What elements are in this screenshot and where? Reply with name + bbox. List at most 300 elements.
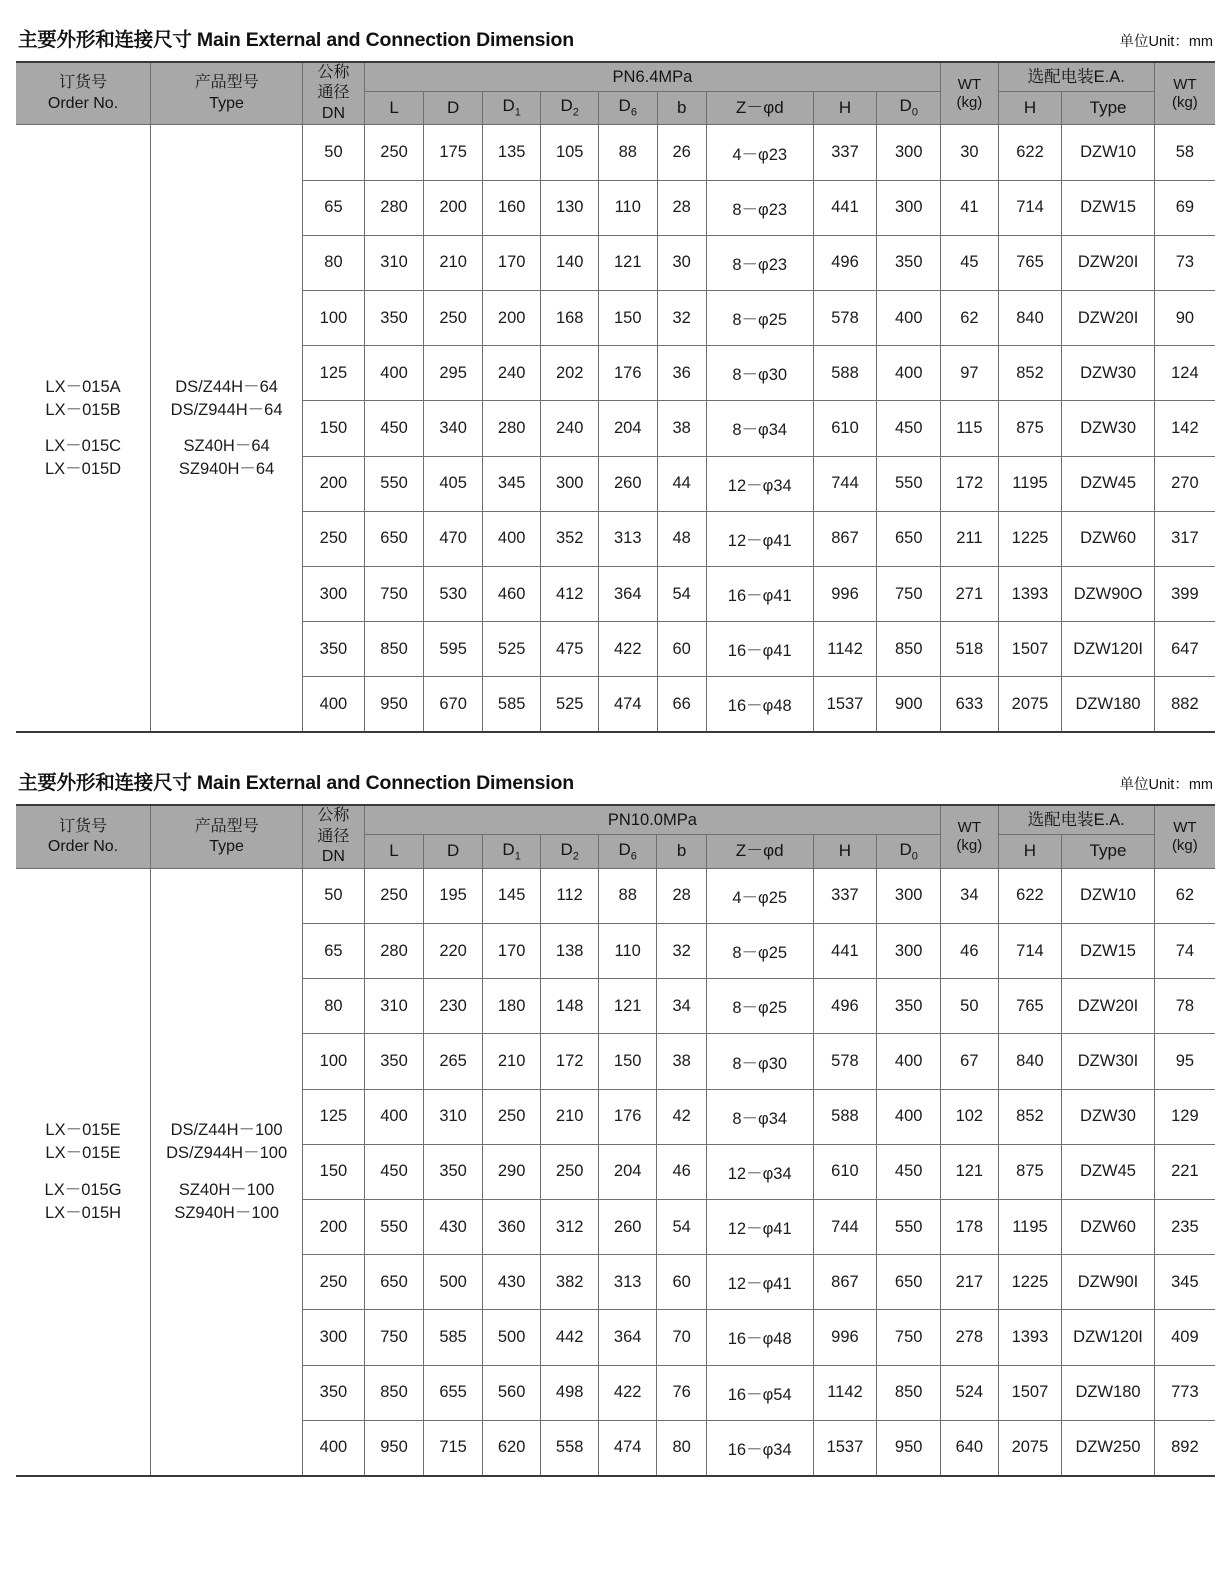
cell-wt: 172: [941, 456, 999, 511]
product-type-line: DS/Z944H－64: [170, 400, 283, 419]
cell-wt: 62: [941, 290, 999, 345]
cell-b: 54: [657, 1200, 706, 1255]
cell-l: 850: [364, 622, 424, 677]
cell-l: 400: [364, 1089, 424, 1144]
cell-h: 1142: [813, 622, 877, 677]
dimension-table-block-1: [0, 0, 1231, 733]
cell-d2: 558: [541, 1420, 599, 1476]
header-weight-2: [1154, 805, 1215, 868]
header-dn-line1: 公称: [317, 64, 350, 81]
cell-d1: 290: [482, 1144, 541, 1199]
cell-wt: 34: [941, 868, 999, 923]
cell-b: 26: [657, 125, 706, 180]
cell-d1: 170: [482, 924, 541, 979]
unit-label: 单位Unit：mm: [1119, 777, 1213, 794]
header-order-no: [16, 62, 151, 125]
cell-z-phi-d: 8－φ23: [706, 180, 813, 235]
header-col-D1-base: D: [502, 839, 515, 859]
cell-dn: 100: [303, 1034, 365, 1089]
product-type-line: SZ940H－64: [178, 460, 275, 479]
product-type-spacer: [151, 421, 302, 435]
header-actuator-type: Type: [1062, 91, 1154, 125]
header-order-no: [16, 805, 151, 868]
header-col-b: b: [657, 91, 706, 125]
cell-d1: 135: [482, 125, 541, 180]
cell-z-phi-d: 4－φ23: [706, 125, 813, 180]
header-col-D2-index: 2: [572, 106, 579, 119]
cell-d0: 400: [877, 290, 941, 345]
header-col-D: D: [424, 91, 483, 125]
cell-actuator-type: DZW20I: [1062, 979, 1154, 1034]
cell-dn: 300: [303, 1310, 365, 1365]
header-type-en: Type: [209, 94, 244, 112]
cell-actuator-type: DZW180: [1062, 1365, 1154, 1420]
cell-d0: 650: [877, 1255, 941, 1310]
cell-wt: 633: [941, 677, 999, 733]
order-no-line: LX－015A: [45, 377, 121, 396]
header-col-D1-base: D: [502, 96, 515, 116]
order-no-line: LX－015E: [45, 1144, 121, 1163]
cell-b: 30: [657, 235, 706, 290]
cell-d6: 260: [598, 1200, 657, 1255]
cell-d: 595: [424, 622, 483, 677]
cell-d2: 130: [541, 180, 599, 235]
cell-d: 220: [424, 924, 483, 979]
cell-wt-2: 221: [1154, 1144, 1215, 1199]
cell-wt: 115: [941, 401, 999, 456]
cell-dn: 150: [303, 1144, 365, 1199]
header-weight-2-unit: (kg): [1171, 93, 1198, 111]
header-col-D2-base: D: [560, 96, 573, 116]
cell-dn: 400: [303, 677, 365, 733]
cell-z-phi-d: 16－φ34: [706, 1420, 813, 1476]
dimension-table-1: [16, 61, 1215, 733]
product-type-line: DS/Z944H－100: [166, 1144, 288, 1163]
order-no-line: LX－015E: [45, 1121, 121, 1140]
cell-b: 80: [657, 1420, 706, 1476]
cell-d6: 88: [598, 125, 657, 180]
cell-dn: 50: [303, 125, 365, 180]
cell-dn: 65: [303, 180, 365, 235]
cell-actuator-h: 840: [998, 1034, 1062, 1089]
header-weight-label: WT: [957, 819, 981, 837]
cell-l: 400: [364, 346, 424, 401]
header-col-L: L: [364, 835, 424, 869]
cell-z-phi-d: 16－φ48: [706, 1310, 813, 1365]
cell-wt: 271: [941, 566, 999, 621]
cell-d1: 360: [482, 1200, 541, 1255]
cell-dn: 125: [303, 1089, 365, 1144]
cell-actuator-h: 1195: [998, 456, 1062, 511]
cell-z-phi-d: 8－φ25: [706, 979, 813, 1034]
cell-d2: 382: [541, 1255, 599, 1310]
cell-wt: 97: [941, 346, 999, 401]
header-col-D0-index: 0: [911, 106, 918, 119]
cell-d1: 585: [482, 677, 541, 733]
cell-d: 585: [424, 1310, 483, 1365]
cell-d: 655: [424, 1365, 483, 1420]
cell-wt-2: 74: [1154, 924, 1215, 979]
table-row: [16, 125, 1215, 180]
cell-wt: 41: [941, 180, 999, 235]
header-col-D1: [482, 835, 541, 869]
cell-actuator-h: 852: [998, 346, 1062, 401]
cell-z-phi-d: 12－φ34: [706, 1144, 813, 1199]
product-type-spacer: [151, 1165, 302, 1179]
cell-z-phi-d: 12－φ41: [706, 511, 813, 566]
cell-d2: 525: [541, 677, 599, 733]
header-col-zd: Z－φd: [706, 91, 813, 125]
cell-d6: 204: [598, 401, 657, 456]
cell-h: 744: [813, 1200, 877, 1255]
cell-h: 867: [813, 1255, 877, 1310]
table-title: 主要外形和连接尺寸 Main External and Connection Dimension: [18, 772, 574, 795]
cell-wt-2: 409: [1154, 1310, 1215, 1365]
cell-wt-2: 58: [1154, 125, 1215, 180]
cell-wt-2: 892: [1154, 1420, 1215, 1476]
cell-h: 610: [813, 401, 877, 456]
cell-d6: 121: [598, 235, 657, 290]
cell-actuator-h: 852: [998, 1089, 1062, 1144]
table-body-1: [16, 125, 1215, 733]
cell-wt-2: 345: [1154, 1255, 1215, 1310]
cell-actuator-h: 1225: [998, 511, 1062, 566]
cell-dn: 150: [303, 401, 365, 456]
cell-wt-2: 317: [1154, 511, 1215, 566]
cell-h: 337: [813, 125, 877, 180]
header-dn-line2: 通径: [317, 84, 350, 102]
header-col-H: H: [813, 91, 877, 125]
cell-d6: 422: [598, 622, 657, 677]
header-type-en: Type: [209, 838, 244, 856]
product-type-line: SZ40H－64: [183, 437, 270, 456]
cell-h: 996: [813, 566, 877, 621]
header-col-D6-index: 6: [630, 106, 637, 119]
order-no-line: LX－015B: [45, 400, 121, 419]
cell-actuator-type: DZW90I: [1062, 1255, 1154, 1310]
cell-h: 867: [813, 511, 877, 566]
cell-wt-2: 78: [1154, 979, 1215, 1034]
cell-d: 175: [424, 125, 483, 180]
cell-actuator-h: 1393: [998, 1310, 1062, 1365]
cell-d2: 312: [541, 1200, 599, 1255]
header-weight: [941, 62, 999, 125]
cell-l: 550: [364, 456, 424, 511]
header-actuator-group: 选配电装E.A.: [998, 62, 1154, 91]
cell-z-phi-d: 16－φ41: [706, 622, 813, 677]
table-row: [16, 868, 1215, 923]
cell-actuator-h: 2075: [998, 677, 1062, 733]
header-col-zd: Z－φd: [706, 835, 813, 869]
cell-d: 470: [424, 511, 483, 566]
header-col-D6-base: D: [618, 96, 631, 116]
cell-d0: 400: [877, 1089, 941, 1144]
cell-wt: 278: [941, 1310, 999, 1365]
cell-l: 280: [364, 924, 424, 979]
cell-actuator-h: 765: [998, 979, 1062, 1034]
cell-wt-2: 69: [1154, 180, 1215, 235]
cell-actuator-type: DZW60: [1062, 1200, 1154, 1255]
product-type-line: SZ940H－100: [174, 1203, 279, 1222]
cell-d1: 240: [482, 346, 541, 401]
cell-actuator-type: DZW10: [1062, 868, 1154, 923]
cell-b: 54: [657, 566, 706, 621]
cell-d0: 350: [877, 979, 941, 1034]
cell-d0: 950: [877, 1420, 941, 1476]
header-col-D1-index: 1: [514, 106, 521, 119]
product-type-line: SZ40H－100: [178, 1180, 275, 1199]
header-col-D6: [598, 835, 657, 869]
cell-b: 38: [657, 401, 706, 456]
cell-d2: 412: [541, 566, 599, 621]
cell-wt-2: 124: [1154, 346, 1215, 401]
header-order-no-en: Order No.: [47, 838, 119, 856]
cell-l: 750: [364, 566, 424, 621]
cell-b: 46: [657, 1144, 706, 1199]
cell-d1: 525: [482, 622, 541, 677]
cell-d6: 150: [598, 290, 657, 345]
cell-h: 578: [813, 1034, 877, 1089]
cell-wt-2: 647: [1154, 622, 1215, 677]
cell-actuator-type: DZW30: [1062, 1089, 1154, 1144]
cell-d1: 430: [482, 1255, 541, 1310]
cell-wt-2: 90: [1154, 290, 1215, 345]
header-col-D0-base: D: [899, 96, 912, 116]
cell-actuator-type: DZW10: [1062, 125, 1154, 180]
cell-wt-2: 235: [1154, 1200, 1215, 1255]
cell-actuator-h: 2075: [998, 1420, 1062, 1476]
cell-dn: 80: [303, 979, 365, 1034]
cell-b: 66: [657, 677, 706, 733]
cell-b: 44: [657, 456, 706, 511]
header-col-D1: [482, 91, 541, 125]
cell-actuator-h: 1225: [998, 1255, 1062, 1310]
cell-d0: 750: [877, 1310, 941, 1365]
order-no-spacer: [16, 421, 150, 435]
cell-wt: 178: [941, 1200, 999, 1255]
cell-h: 744: [813, 456, 877, 511]
cell-order-no: [16, 868, 151, 1476]
cell-d: 670: [424, 677, 483, 733]
cell-actuator-h: 714: [998, 180, 1062, 235]
cell-d0: 850: [877, 622, 941, 677]
cell-dn: 100: [303, 290, 365, 345]
cell-d6: 110: [598, 180, 657, 235]
header-actuator-type: Type: [1062, 835, 1154, 869]
header-col-D6-base: D: [618, 839, 631, 859]
cell-d0: 550: [877, 456, 941, 511]
cell-d2: 352: [541, 511, 599, 566]
cell-d6: 260: [598, 456, 657, 511]
cell-z-phi-d: 8－φ34: [706, 401, 813, 456]
cell-dn: 125: [303, 346, 365, 401]
cell-d1: 460: [482, 566, 541, 621]
cell-actuator-type: DZW60: [1062, 511, 1154, 566]
header-weight: [941, 805, 999, 868]
cell-wt-2: 62: [1154, 868, 1215, 923]
cell-d: 405: [424, 456, 483, 511]
cell-h: 578: [813, 290, 877, 345]
cell-h: 441: [813, 180, 877, 235]
cell-d0: 550: [877, 1200, 941, 1255]
cell-d0: 650: [877, 511, 941, 566]
cell-b: 48: [657, 511, 706, 566]
header-weight-label: WT: [957, 76, 982, 94]
cell-l: 950: [364, 1420, 424, 1476]
cell-wt-2: 399: [1154, 566, 1215, 621]
cell-dn: 200: [303, 1200, 365, 1255]
header-col-D6-index: 6: [630, 850, 637, 863]
cell-wt: 518: [941, 622, 999, 677]
cell-actuator-h: 1507: [998, 622, 1062, 677]
header-order-no-cn: 订货号: [59, 817, 108, 835]
cell-z-phi-d: 8－φ23: [706, 235, 813, 290]
header-col-D0: [877, 91, 941, 125]
cell-order-no: [16, 125, 151, 733]
dimension-table-2: [16, 804, 1215, 1476]
cell-dn: 350: [303, 1365, 365, 1420]
header-col-D2: [541, 91, 599, 125]
cell-d: 295: [424, 346, 483, 401]
cell-dn: 80: [303, 235, 365, 290]
cell-wt-2: 73: [1154, 235, 1215, 290]
header-dn: [303, 62, 365, 125]
cell-h: 1537: [813, 1420, 877, 1476]
table-caption-1: [16, 24, 1215, 61]
cell-h: 610: [813, 1144, 877, 1199]
cell-l: 950: [364, 677, 424, 733]
header-weight-2-label: WT: [1173, 819, 1197, 837]
cell-d6: 313: [598, 511, 657, 566]
cell-d2: 202: [541, 346, 599, 401]
cell-z-phi-d: 8－φ25: [706, 924, 813, 979]
cell-d0: 450: [877, 401, 941, 456]
cell-b: 60: [657, 622, 706, 677]
table-caption-2: [16, 767, 1215, 804]
cell-actuator-type: DZW90O: [1062, 566, 1154, 621]
cell-l: 280: [364, 180, 424, 235]
cell-actuator-h: 622: [998, 125, 1062, 180]
header-col-b: b: [657, 835, 706, 869]
header-col-D0: [877, 835, 941, 869]
cell-actuator-type: DZW20I: [1062, 290, 1154, 345]
cell-actuator-type: DZW30I: [1062, 1034, 1154, 1089]
cell-d2: 112: [541, 868, 599, 923]
cell-d6: 422: [598, 1365, 657, 1420]
cell-dn: 300: [303, 566, 365, 621]
header-dn-line1: 公称: [317, 807, 350, 825]
header-col-D0-index: 0: [911, 850, 918, 863]
cell-d2: 138: [541, 924, 599, 979]
unit-label: 单位Unit：mm: [1119, 34, 1213, 50]
cell-d6: 150: [598, 1034, 657, 1089]
cell-l: 310: [364, 235, 424, 290]
header-col-D2: [541, 835, 599, 869]
cell-actuator-type: DZW15: [1062, 924, 1154, 979]
cell-actuator-type: DZW30: [1062, 401, 1154, 456]
cell-d1: 160: [482, 180, 541, 235]
cell-z-phi-d: 8－φ25: [706, 290, 813, 345]
cell-dn: 250: [303, 511, 365, 566]
cell-d1: 250: [482, 1089, 541, 1144]
cell-z-phi-d: 16－φ48: [706, 677, 813, 733]
cell-d0: 300: [877, 180, 941, 235]
cell-z-phi-d: 12－φ41: [706, 1255, 813, 1310]
cell-b: 38: [657, 1034, 706, 1089]
cell-d6: 110: [598, 924, 657, 979]
cell-b: 32: [657, 924, 706, 979]
table-header: [16, 805, 1215, 868]
table-header: [16, 62, 1215, 125]
header-type: [151, 805, 303, 868]
cell-actuator-h: 875: [998, 401, 1062, 456]
cell-d: 715: [424, 1420, 483, 1476]
cell-d0: 900: [877, 677, 941, 733]
header-actuator-h: H: [998, 91, 1062, 125]
header-weight-unit: (kg): [956, 93, 983, 111]
cell-d2: 168: [541, 290, 599, 345]
cell-d1: 180: [482, 979, 541, 1034]
cell-z-phi-d: 12－φ41: [706, 1200, 813, 1255]
cell-z-phi-d: 12－φ34: [706, 456, 813, 511]
cell-l: 750: [364, 1310, 424, 1365]
product-type-line: DS/Z44H－64: [175, 377, 278, 396]
cell-wt-2: 270: [1154, 456, 1215, 511]
header-actuator-group: 选配电装E.A.: [998, 805, 1154, 834]
header-weight-2-label: WT: [1173, 76, 1197, 94]
cell-d1: 200: [482, 290, 541, 345]
cell-l: 650: [364, 511, 424, 566]
cell-d0: 750: [877, 566, 941, 621]
header-actuator-h: H: [998, 835, 1062, 869]
cell-d: 230: [424, 979, 483, 1034]
cell-d0: 400: [877, 346, 941, 401]
header-dn-line2: 通径: [317, 827, 350, 845]
cell-l: 650: [364, 1255, 424, 1310]
header-col-L: L: [364, 91, 424, 125]
cell-d2: 140: [541, 235, 599, 290]
cell-z-phi-d: 16－φ54: [706, 1365, 813, 1420]
cell-wt-2: 882: [1154, 677, 1215, 733]
cell-dn: 400: [303, 1420, 365, 1476]
cell-product-type: [151, 868, 303, 1476]
cell-d0: 300: [877, 924, 941, 979]
cell-d: 530: [424, 566, 483, 621]
header-pressure-group: PN6.4MPa: [364, 62, 940, 91]
cell-l: 350: [364, 290, 424, 345]
cell-d: 195: [424, 868, 483, 923]
cell-wt: 102: [941, 1089, 999, 1144]
cell-actuator-h: 714: [998, 924, 1062, 979]
cell-actuator-h: 875: [998, 1144, 1062, 1199]
cell-z-phi-d: 8－φ30: [706, 346, 813, 401]
header-weight-2: [1154, 62, 1215, 125]
header-col-D6: [598, 91, 657, 125]
cell-d6: 313: [598, 1255, 657, 1310]
cell-d6: 204: [598, 1144, 657, 1199]
cell-actuator-type: DZW180: [1062, 677, 1154, 733]
cell-wt-2: 95: [1154, 1034, 1215, 1089]
cell-d: 250: [424, 290, 483, 345]
cell-d2: 442: [541, 1310, 599, 1365]
cell-actuator-h: 840: [998, 290, 1062, 345]
cell-actuator-type: DZW30: [1062, 346, 1154, 401]
cell-d1: 500: [482, 1310, 541, 1365]
cell-actuator-h: 1195: [998, 1200, 1062, 1255]
cell-h: 588: [813, 346, 877, 401]
cell-b: 36: [657, 346, 706, 401]
header-type-cn: 产品型号: [194, 74, 259, 92]
